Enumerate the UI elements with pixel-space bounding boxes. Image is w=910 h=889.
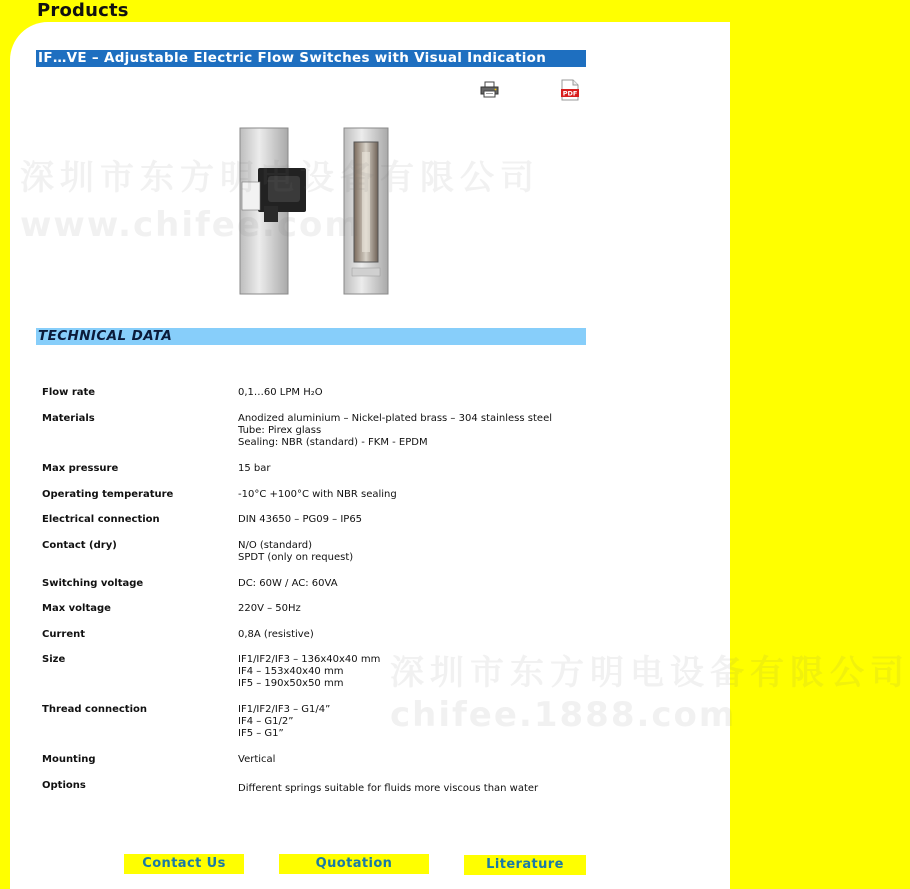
spec-value: Vertical bbox=[238, 754, 276, 765]
spec-value: DC: 60W / AC: 60VA bbox=[238, 578, 338, 589]
spec-value: N/O (standard) SPDT (only on request) bbox=[238, 540, 354, 563]
spec-label: Current bbox=[42, 629, 86, 640]
spec-label: Electrical connection bbox=[42, 514, 160, 525]
spec-label: Flow rate bbox=[42, 387, 96, 398]
watermark-text: 深圳市东方明电设备有限公司 bbox=[20, 158, 540, 198]
spec-label: Mounting bbox=[42, 754, 96, 765]
spec-value: 0,1…60 LPM H₂O bbox=[238, 387, 323, 398]
spec-label: Max voltage bbox=[42, 603, 111, 614]
spec-value: Anodized aluminium – Nickel-plated brass – 304 stainless steel Tube: Pirex glass Sealing: NBR (standard) - FKM - EPDM bbox=[238, 413, 552, 448]
spec-label: Thread connection bbox=[42, 704, 147, 715]
spec-label: Operating temperature bbox=[42, 489, 174, 500]
page-title: Products bbox=[37, 0, 129, 21]
spec-value: Different springs suitable for fluids more viscous than water bbox=[238, 783, 539, 794]
literature-button[interactable]: Literature bbox=[464, 855, 586, 875]
spec-label: Max pressure bbox=[42, 463, 119, 474]
technical-data-heading: TECHNICAL DATA bbox=[36, 328, 586, 345]
product-title: IF…VE – Adjustable Electric Flow Switches with Visual Indication bbox=[36, 50, 586, 67]
spec-value: 0,8A (resistive) bbox=[238, 629, 314, 640]
watermark-url: www.chifee.com bbox=[20, 205, 362, 245]
svg-text:PDF: PDF bbox=[562, 89, 578, 98]
spec-value: DIN 43650 – PG09 – IP65 bbox=[238, 514, 363, 525]
watermark-url: chifee.1888.com bbox=[390, 695, 737, 735]
spec-value: 15 bar bbox=[238, 463, 271, 474]
spec-value: 220V – 50Hz bbox=[238, 603, 301, 614]
contact-us-button[interactable]: Contact Us bbox=[124, 854, 244, 874]
spec-value: IF1/IF2/IF3 – G1/4” IF4 – G1/2” IF5 – G1” bbox=[238, 704, 331, 739]
pdf-icon[interactable] bbox=[561, 79, 579, 101]
spec-value: -10°C +100°C with NBR sealing bbox=[238, 489, 397, 500]
spec-label: Size bbox=[42, 654, 66, 665]
spec-label: Switching voltage bbox=[42, 578, 144, 589]
watermark-text: 深圳市东方明电设备有限公司 bbox=[390, 653, 910, 693]
printer-icon[interactable] bbox=[480, 81, 499, 98]
spec-label: Contact (dry) bbox=[42, 540, 117, 551]
spec-label: Options bbox=[42, 780, 86, 791]
spec-value: IF1/IF2/IF3 – 136x40x40 mm IF4 – 153x40x40 mm IF5 – 190x50x50 mm bbox=[238, 654, 381, 689]
quotation-button[interactable]: Quotation bbox=[279, 854, 429, 874]
spec-label: Materials bbox=[42, 413, 95, 424]
